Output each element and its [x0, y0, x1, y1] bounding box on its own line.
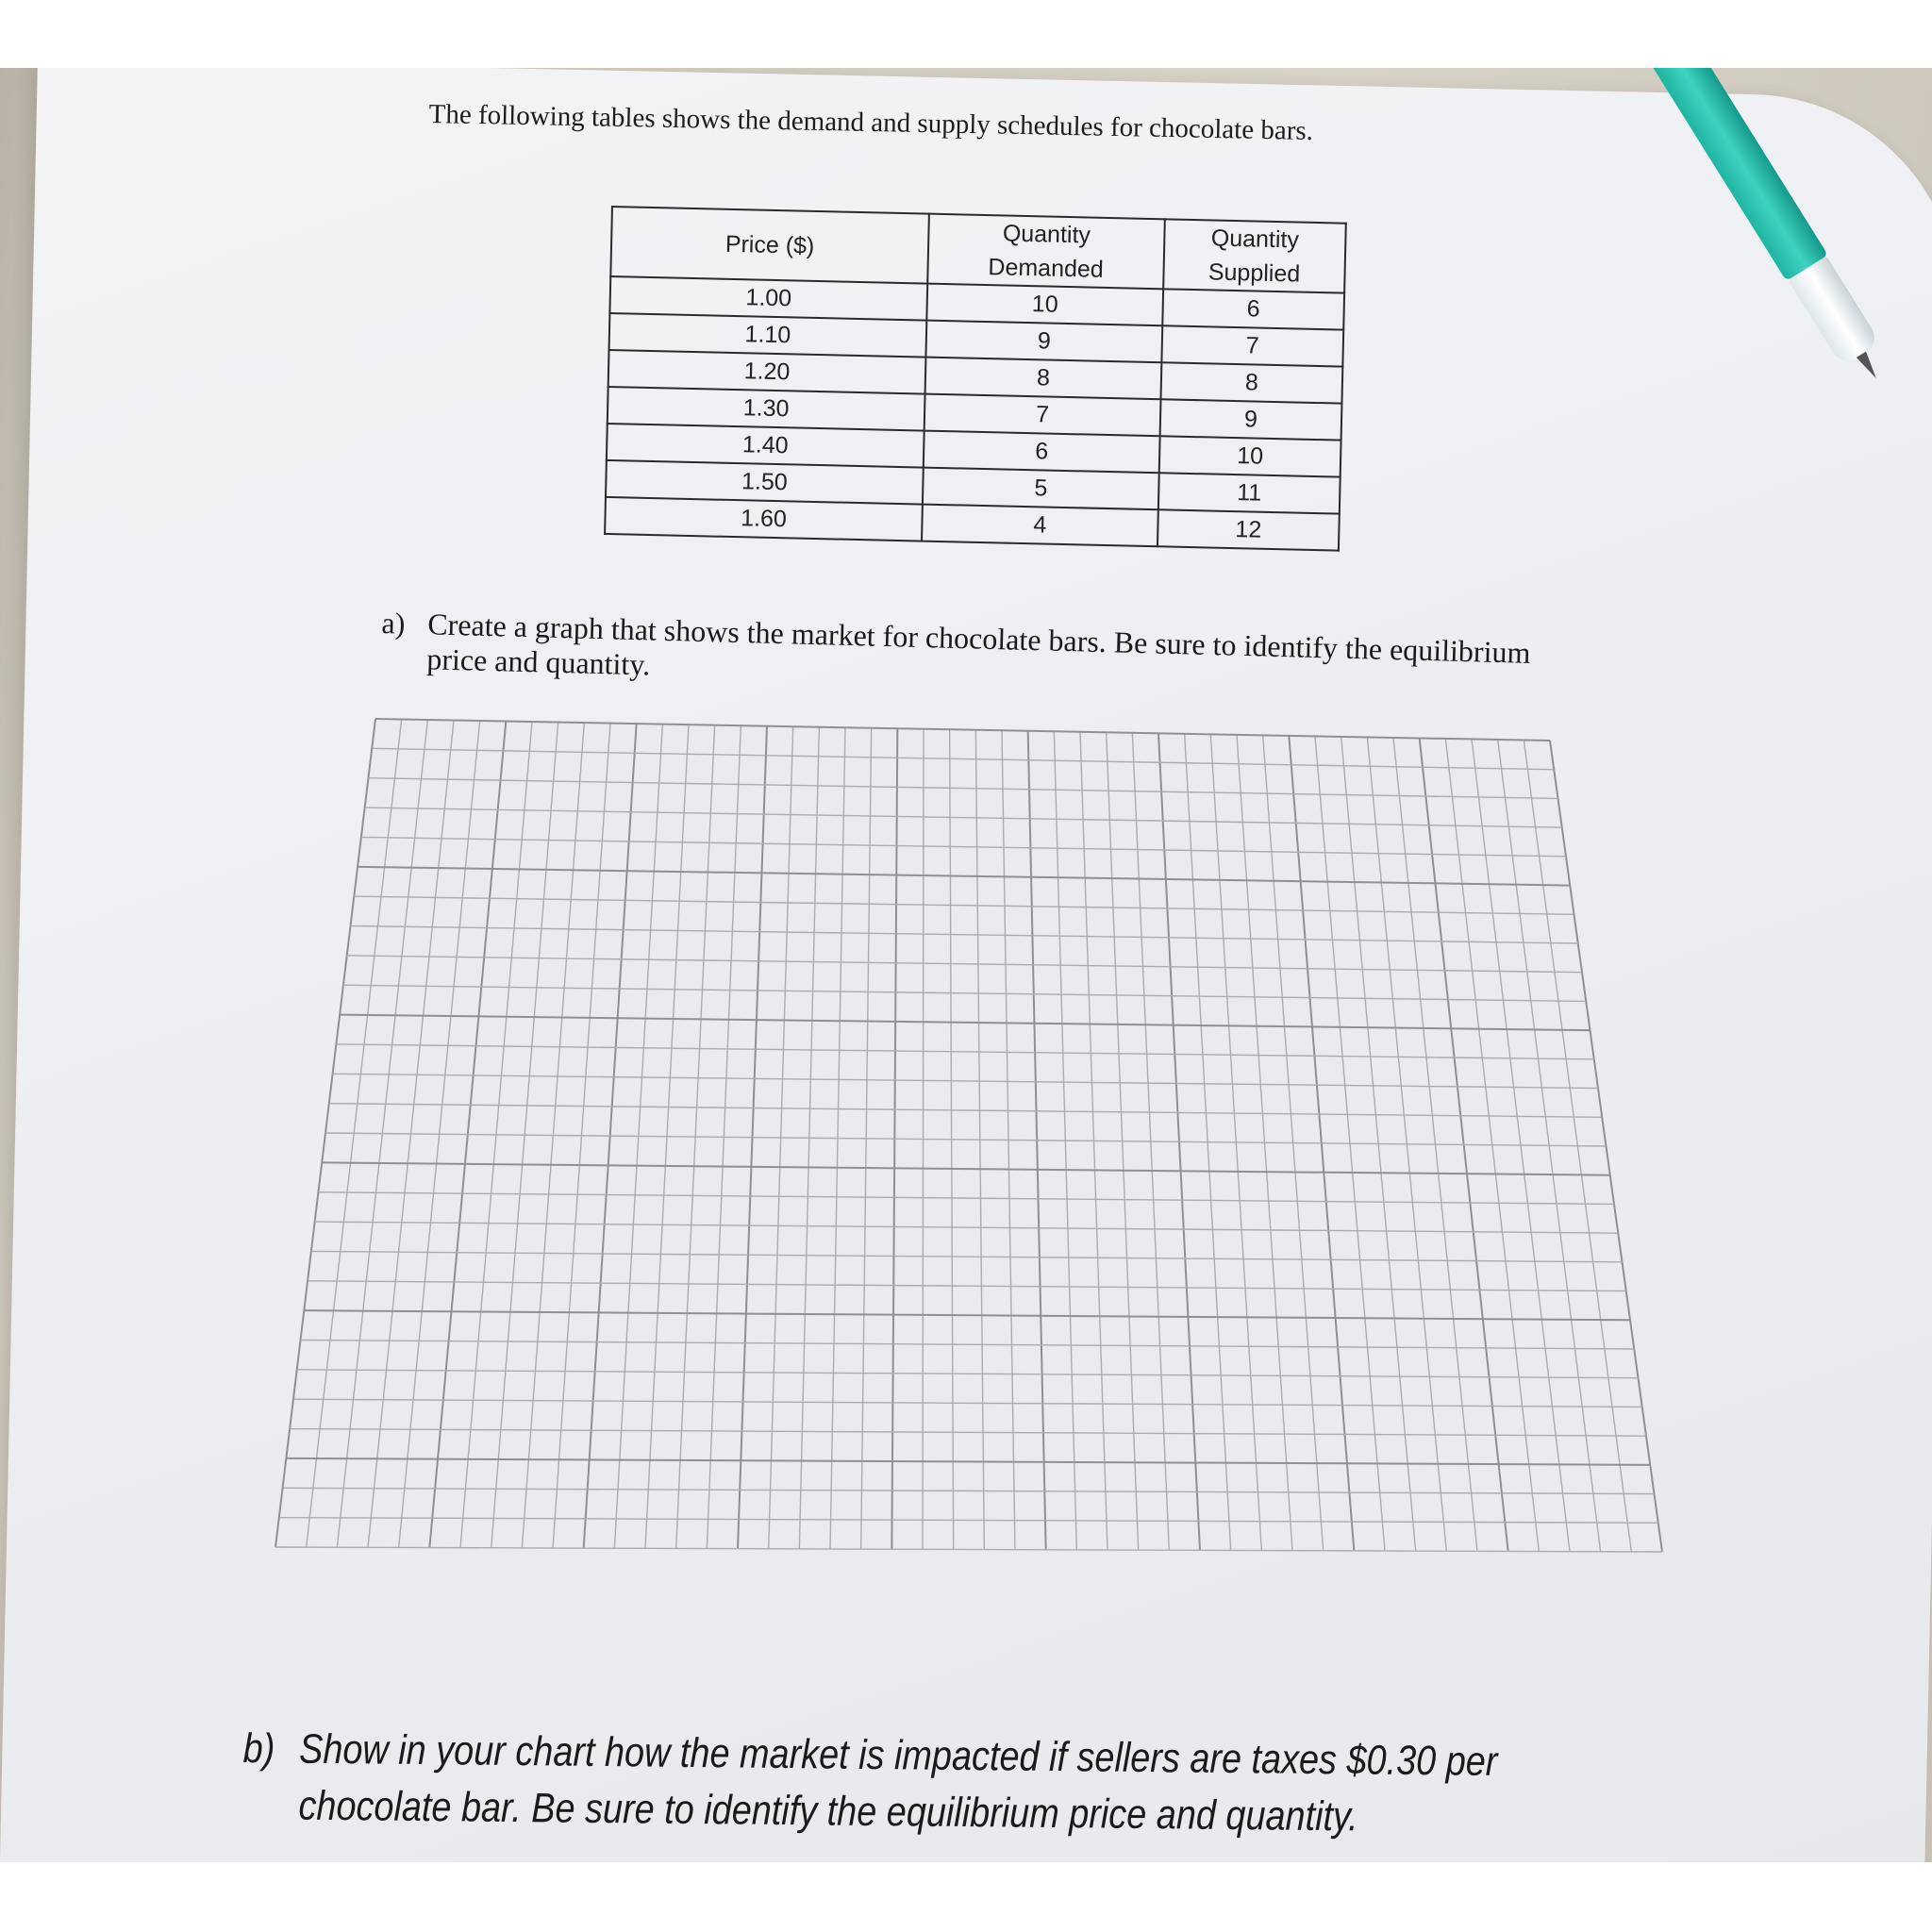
- price-cell: 1.10: [609, 313, 927, 358]
- price-cell: 1.60: [605, 497, 923, 541]
- supplied-cell: 10: [1159, 436, 1341, 476]
- question-a-label: a): [381, 606, 406, 641]
- demanded-cell: 6: [924, 431, 1160, 474]
- question-a-text: Create a graph that shows the market for chocolate bars. Be sure to identify the equilibrium price and quantity.: [425, 607, 1531, 682]
- price-cell: 1.40: [607, 424, 924, 468]
- intro-text: The following tables shows the demand and supply schedules for chocolate bars.: [428, 99, 1314, 146]
- demanded-cell: 8: [925, 358, 1162, 400]
- demanded-cell: 9: [925, 321, 1162, 363]
- price-cell: 1.20: [608, 350, 926, 394]
- price-cell: 1.00: [609, 276, 927, 321]
- demanded-cell: 5: [923, 468, 1159, 510]
- supplied-cell: 11: [1158, 473, 1341, 513]
- grid-background: [275, 719, 1662, 1552]
- header-price: Price ($): [610, 207, 929, 284]
- demanded-cell: 7: [924, 394, 1161, 437]
- supplied-cell: 12: [1158, 509, 1340, 550]
- question-b-label: b): [242, 1724, 275, 1773]
- supplied-cell: 9: [1160, 399, 1342, 440]
- question-b: [242, 1721, 1574, 1848]
- question-b-text: Show in your chart how the market is impacted if sellers are taxes $0.30 per chocolate bar. Be sure to identify the equilibrium price and quantity.: [298, 1725, 1498, 1840]
- demanded-cell: 10: [926, 284, 1163, 326]
- price-cell: 1.50: [606, 460, 924, 505]
- header-quantity-demanded: Quantity Demanded: [927, 214, 1165, 290]
- header-quantity-supplied: Quantity Supplied: [1163, 219, 1346, 292]
- supplied-cell: 7: [1161, 325, 1343, 366]
- price-cell: 1.30: [608, 387, 925, 431]
- supplied-cell: 6: [1162, 289, 1344, 329]
- demanded-cell: 4: [922, 505, 1158, 547]
- supplied-cell: 8: [1160, 362, 1342, 403]
